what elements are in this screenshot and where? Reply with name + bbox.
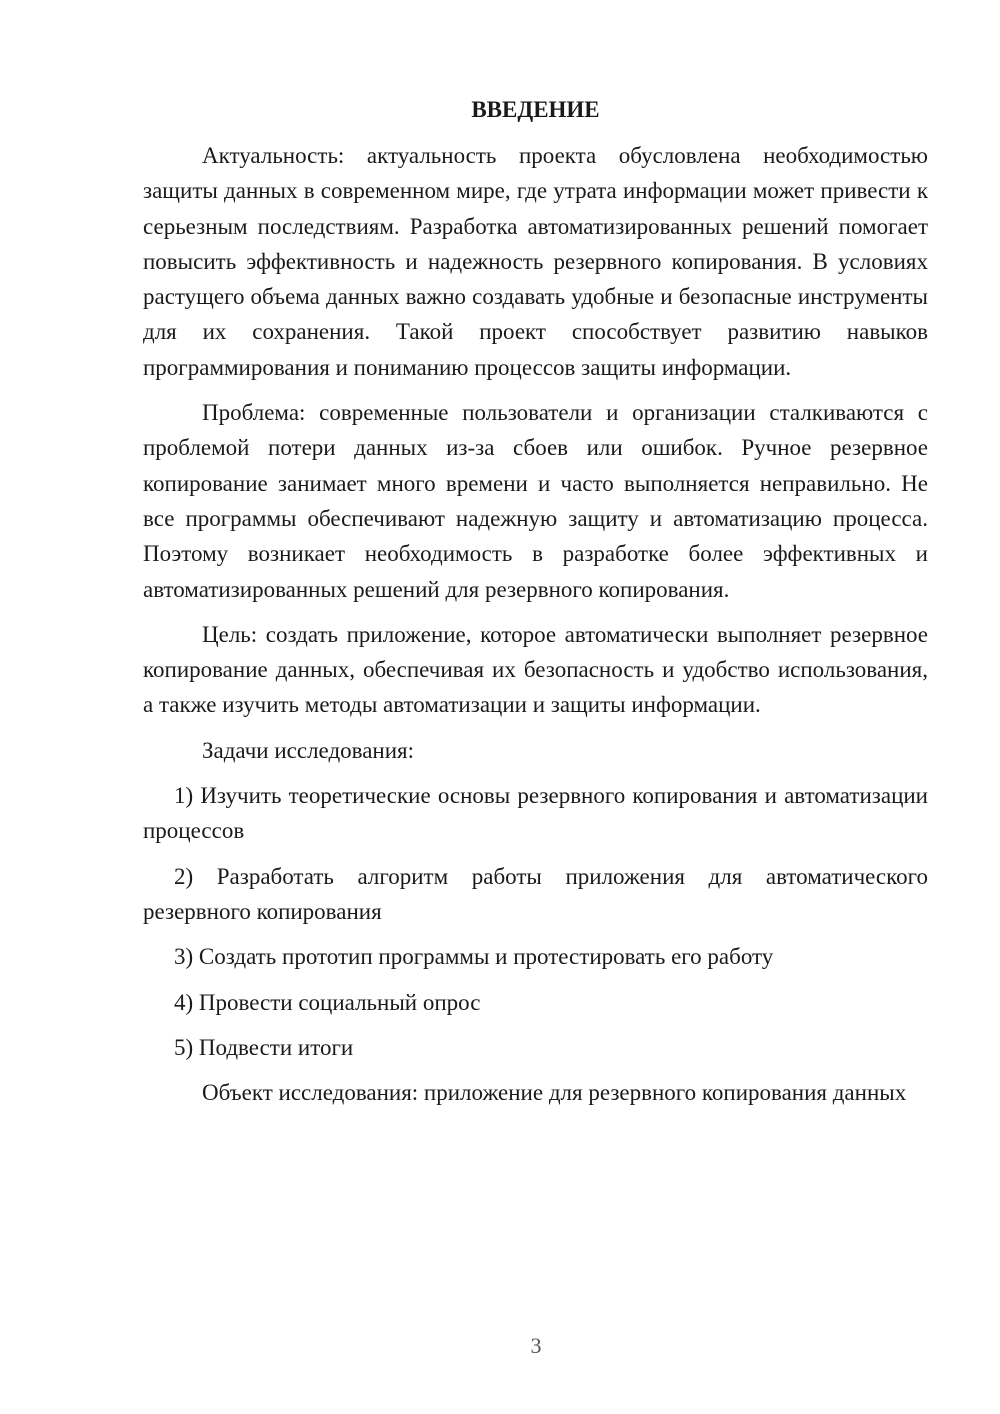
task-item-5: 5) Подвести итоги <box>174 1034 354 1060</box>
task-item-3: 3) Создать прототип программы и протестировать его работу <box>174 944 774 970</box>
problem-paragraph: Проблема: современные пользователи и организации сталкиваются с проблемой потери данных из-за сбоев или ошибок. Ручное резервное копирование занимает много времени и часто выполняется неправильно. Не все программы обеспечивают надежную защиту и автоматизацию процесса. Поэтому возникает необходимость в разработке более эффективных и автоматизированных решений для резервного копирования. <box>143 400 928 602</box>
tasks-heading: Задачи исследования: <box>202 737 415 763</box>
task-item-2: 2) Разработать алгоритм работы приложения для автоматического резервного копирования <box>143 863 928 924</box>
object-paragraph: Объект исследования: приложение для резервного копирования данных <box>202 1080 907 1106</box>
page-number: 3 <box>530 1333 542 1358</box>
task-item-4: 4) Провести социальный опрос <box>174 989 481 1015</box>
goal-paragraph: Цель: создать приложение, которое автоматически выполняет резервное копирование данных, обеспечивая их безопасность и удобство использования, а также изучить методы автоматизации и защиты информации. <box>143 621 928 718</box>
page-content <box>143 92 928 1120</box>
relevance-paragraph: Актуальность: актуальность проекта обусловлена необходимостью защиты данных в современном мире, где утрата информации может привести к серьезным последствиям. Разработка автоматизированных решений помогает повысить эффективность и надежность резервного копирования. В условиях растущего объема данных важно создавать удобные и безопасные инструменты для их сохранения. Такой проект способствует развитию навыков программирования и пониманию процессов защиты информации. <box>143 143 928 380</box>
section-heading: ВВЕДЕНИЕ <box>471 97 600 122</box>
task-item-1: 1) Изучить теоретические основы резервного копирования и автоматизации процессов <box>143 783 928 844</box>
